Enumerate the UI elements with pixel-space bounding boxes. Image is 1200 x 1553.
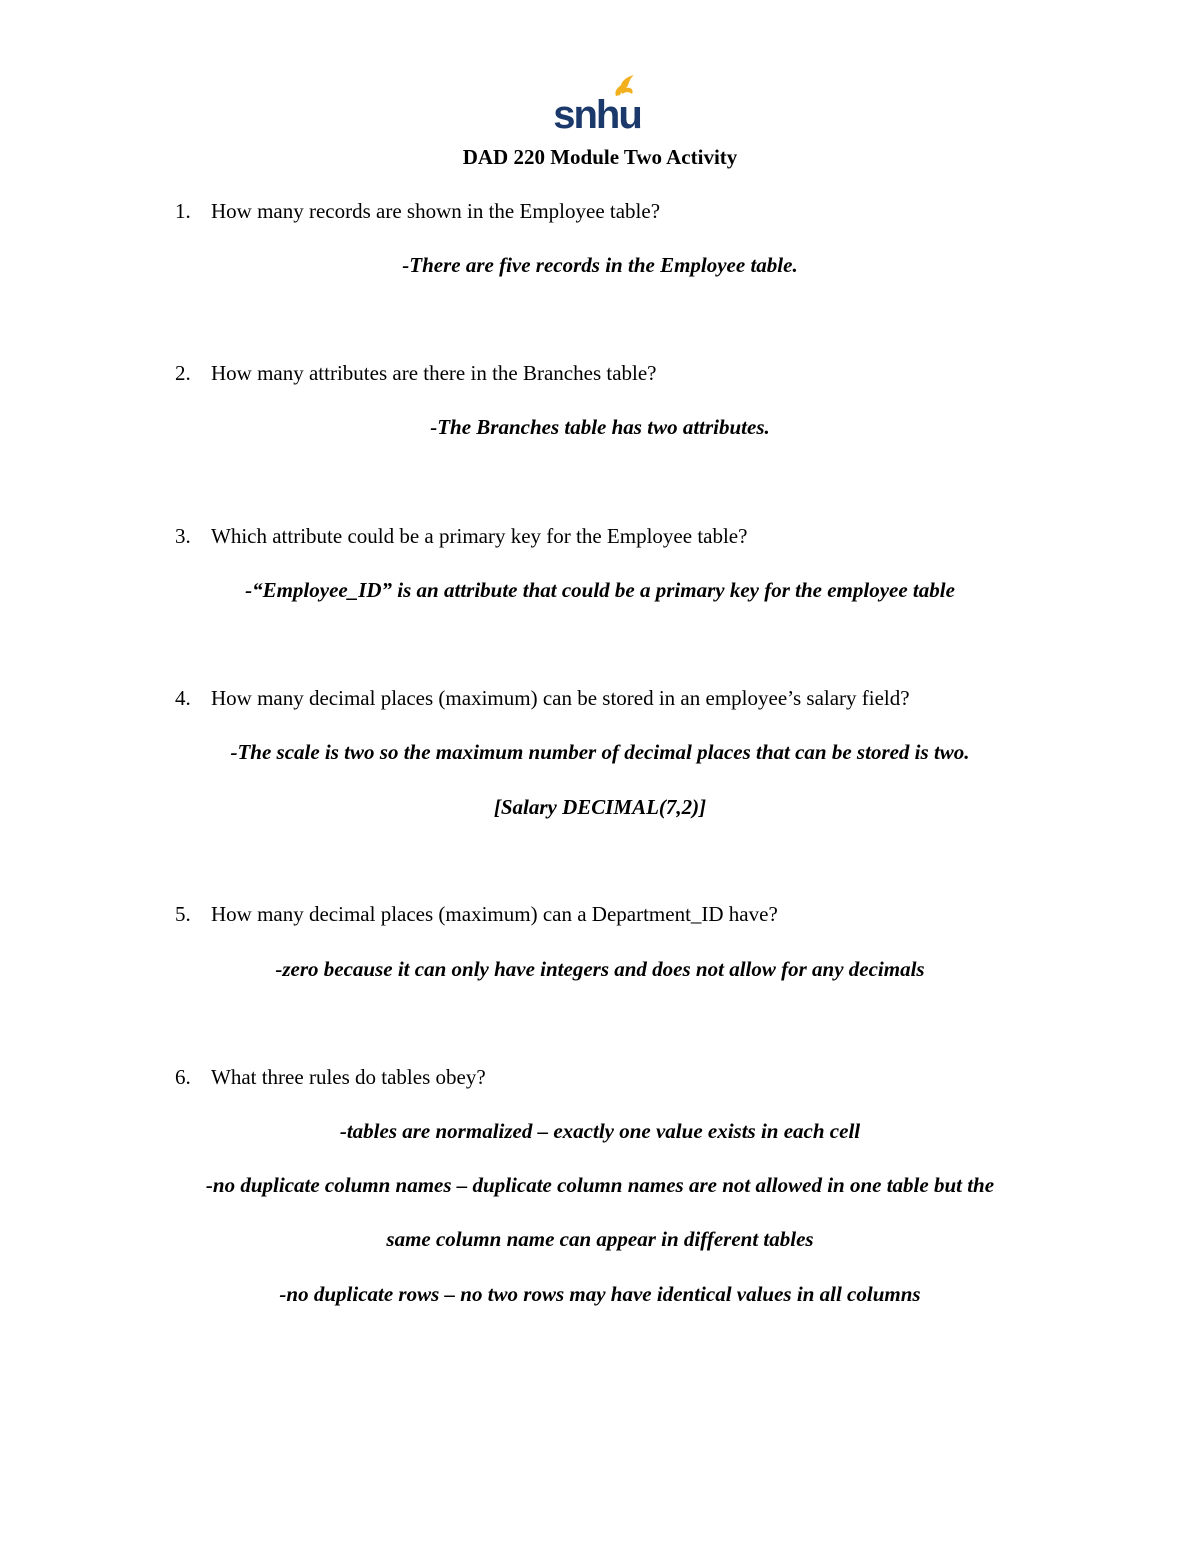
flame-icon	[621, 75, 635, 94]
question-number: 1.	[175, 199, 191, 223]
question-text: How many attributes are there in the Branches table?	[211, 361, 657, 385]
question-2	[175, 359, 657, 387]
question-1	[175, 197, 660, 225]
question-text: Which attribute could be a primary key for the Employee table?	[211, 524, 748, 548]
answer-5-line-1: -zero because it can only have integers and does not allow for any decimals	[275, 957, 925, 981]
question-text: How many records are shown in the Employee table?	[211, 199, 661, 223]
question-number: 4.	[175, 686, 191, 710]
question-4	[175, 684, 910, 712]
answer-6-line-4: -no duplicate rows – no two rows may have identical values in all columns	[279, 1282, 921, 1306]
logo-text: snhu	[553, 93, 641, 134]
question-text: How many decimal places (maximum) can a Department_ID have?	[211, 902, 778, 926]
question-3	[175, 522, 747, 550]
answer-3-line-1: -“Employee_ID” is an attribute that could be a primary key for the employee table	[245, 578, 955, 602]
answer-6-line-1: -tables are normalized – exactly one value exists in each cell	[339, 1119, 861, 1143]
question-text: What three rules do tables obey?	[211, 1065, 486, 1089]
question-number: 2.	[175, 361, 191, 385]
answer-4-line-1: -The scale is two so the maximum number of decimal places that can be stored is two.	[230, 740, 970, 764]
question-number: 6.	[175, 1065, 191, 1089]
question-number: 3.	[175, 524, 191, 548]
question-6	[175, 1063, 486, 1091]
answer-2-line-1: -The Branches table has two attributes.	[430, 415, 770, 439]
question-5	[175, 900, 778, 928]
answer-6-line-3: same column name can appear in different tables	[386, 1227, 814, 1251]
question-text: How many decimal places (maximum) can be stored in an employee’s salary field?	[211, 686, 910, 710]
answer-1-line-1: -There are five records in the Employee table.	[402, 253, 798, 277]
question-number: 5.	[175, 902, 191, 926]
snhu-logo	[552, 72, 642, 134]
document-title: DAD 220 Module Two Activity	[462, 145, 738, 169]
answer-4-line-2: [Salary DECIMAL(7,2)]	[493, 795, 707, 819]
answer-6-line-2: -no duplicate column names – duplicate column names are not allowed in one table but the	[205, 1173, 995, 1197]
